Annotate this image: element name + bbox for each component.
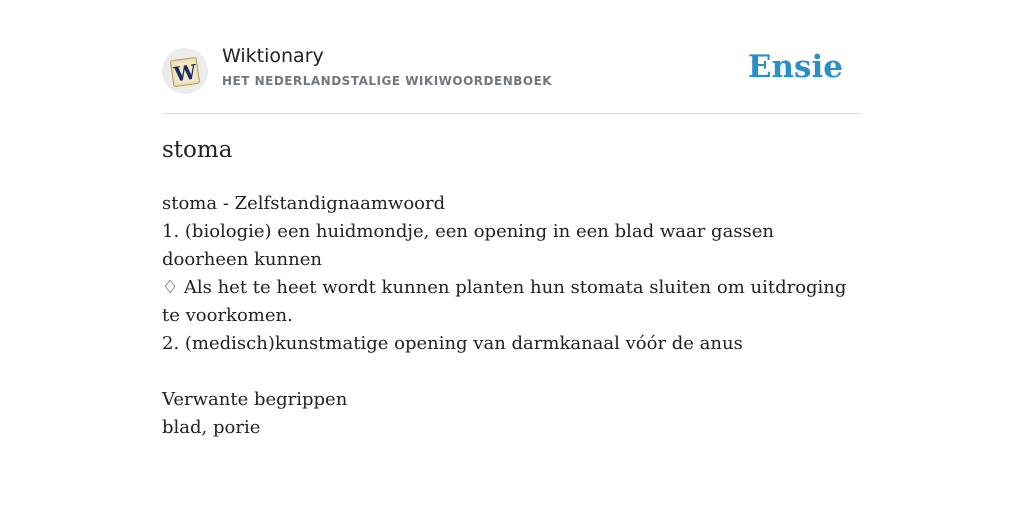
site-title[interactable]: Wiktionary <box>222 45 324 67</box>
header <box>162 44 862 104</box>
site-subtitle: HET NEDERLANDSTALIGE WIKIWOORDENBOEK <box>222 74 553 88</box>
entry-line-definition-1: 1. (biologie) een huidmondje, een opening in een blad waar gassen doorheen kunnen <box>162 221 775 270</box>
entry-line-part-of-speech: stoma - Zelfstandignaamwoord <box>162 193 446 214</box>
entry-content <box>162 190 862 442</box>
logo-letter: W <box>172 59 198 87</box>
entry-line-definition-2: 2. (medisch)kunstmatige opening van darmkanaal vóór de anus <box>162 333 743 354</box>
entry-line-example: ♢ Als het te heet wordt kunnen planten hun stomata sluiten om uitdroging te voorkomen. <box>162 277 847 326</box>
brand-logo[interactable]: Ensie <box>747 49 843 85</box>
header-divider <box>162 113 862 114</box>
related-terms-list: blad, porie <box>162 417 261 438</box>
wiktionary-logo-icon[interactable] <box>162 48 208 94</box>
entry-card <box>162 0 862 512</box>
related-terms-heading: Verwante begrippen <box>162 389 348 410</box>
page-title: stoma <box>162 137 233 163</box>
entry-line-blank <box>162 358 862 386</box>
